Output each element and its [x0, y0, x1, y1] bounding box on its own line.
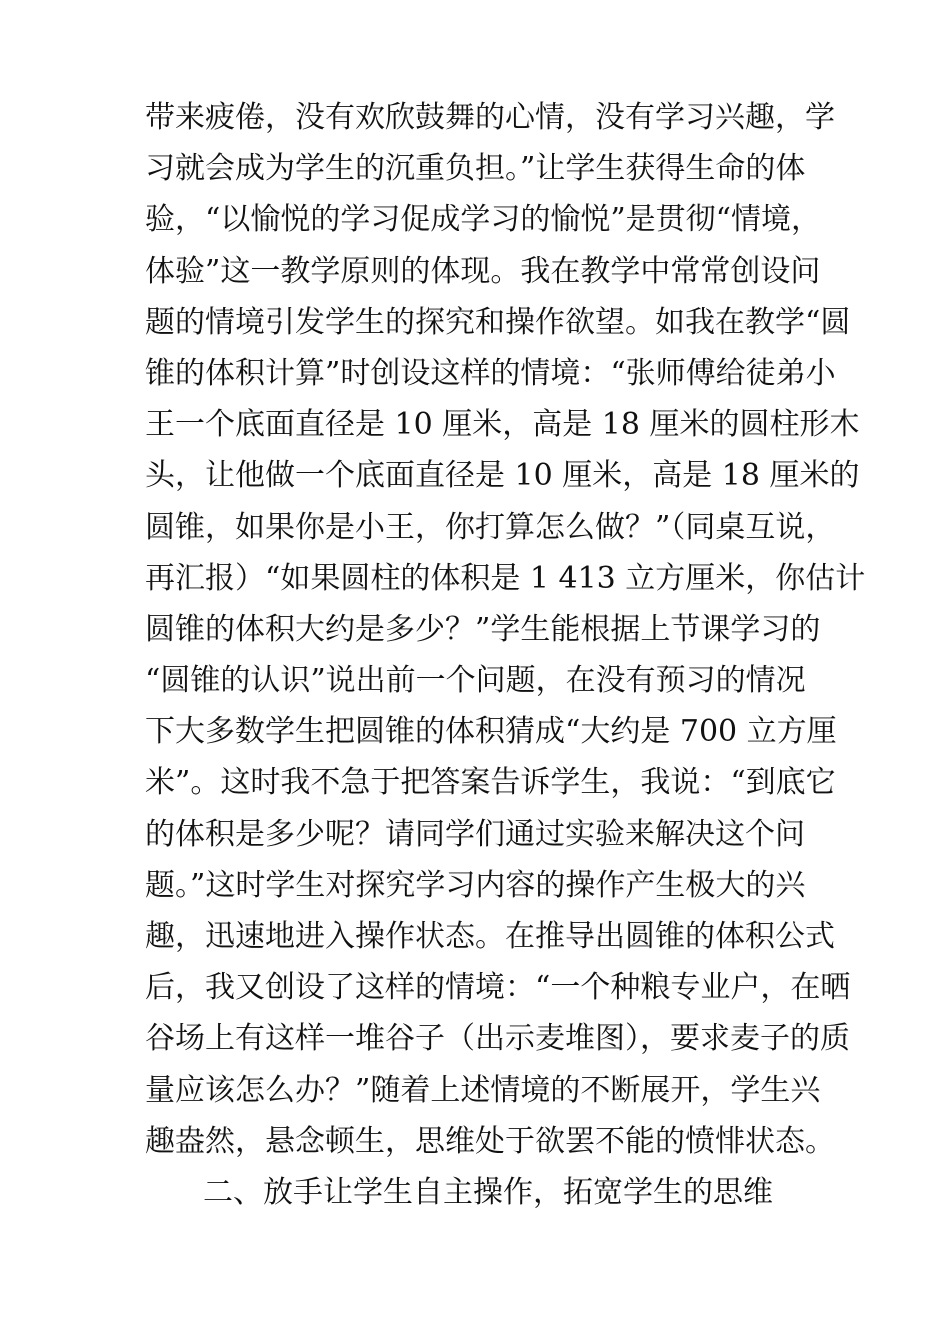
paragraph-line: 习就会成为学生的沉重负担。”让学生获得生命的体	[145, 151, 806, 187]
paragraph-line: 的体积是多少呢？请同学们通过实验来解决这个问	[145, 816, 805, 852]
paragraph-line: 圆锥的体积大约是多少？”学生能根据上节课学习的	[145, 611, 821, 647]
paragraph-line: 趣盎然，悬念顿生，思维处于欲罢不能的愤悱状态。	[145, 1123, 835, 1159]
section-heading: 二、放手让学生自主操作，拓宽学生的思维	[203, 1174, 773, 1210]
paragraph-line: 带来疲倦，没有欢欣鼓舞的心情，没有学习兴趣，学	[145, 100, 835, 135]
paragraph-line: 验，“以愉悦的学习促成学习的愉悦”是贯彻“情境，	[145, 202, 822, 238]
paragraph-line: 谷场上有这样一堆谷子（出示麦堆图），要求麦子的质	[145, 1021, 850, 1057]
paragraph-line: 题。”这时学生对探究学习内容的操作产生极大的兴	[145, 867, 806, 903]
paragraph-line: 圆锥，如果你是小王，你打算怎么做？”（同桌互说，	[145, 509, 836, 545]
paragraph-line: 再汇报）“如果圆柱的体积是 1 413 立方厘米，你估计	[145, 560, 866, 596]
paragraph-line: 王一个底面直径是 10 厘米，高是 18 厘米的圆柱形木	[145, 407, 860, 443]
paragraph-line: “圆锥的认识”说出前一个问题，在没有预习的情况	[145, 663, 806, 699]
paragraph-line: 下大多数学生把圆锥的体积猜成“大约是 700 立方厘	[145, 714, 837, 750]
body-text	[145, 92, 866, 1218]
paragraph-line: 趣，迅速地进入操作状态。在推导出圆锥的体积公式	[145, 919, 835, 954]
paragraph-line: 米”。这时我不急于把答案告诉学生，我说：“到底它	[145, 765, 836, 801]
paragraph-line: 锥的体积计算”时创设这样的情境：“张师傅给徒弟小	[145, 355, 836, 391]
paragraph-line: 题的情境引发学生的探究和操作欲望。如我在教学“圆	[145, 304, 851, 340]
paragraph-line: 体验”这一教学原则的体现。我在教学中常常创设问	[145, 253, 821, 289]
paragraph-line: 后，我又创设了这样的情境：“一个种粮专业户，在晒	[145, 970, 851, 1006]
paragraph-line: 头，让他做一个底面直径是 10 厘米，高是 18 厘米的	[145, 458, 860, 494]
paragraph-line: 量应该怎么办？”随着上述情境的不断展开，学生兴	[145, 1072, 821, 1108]
